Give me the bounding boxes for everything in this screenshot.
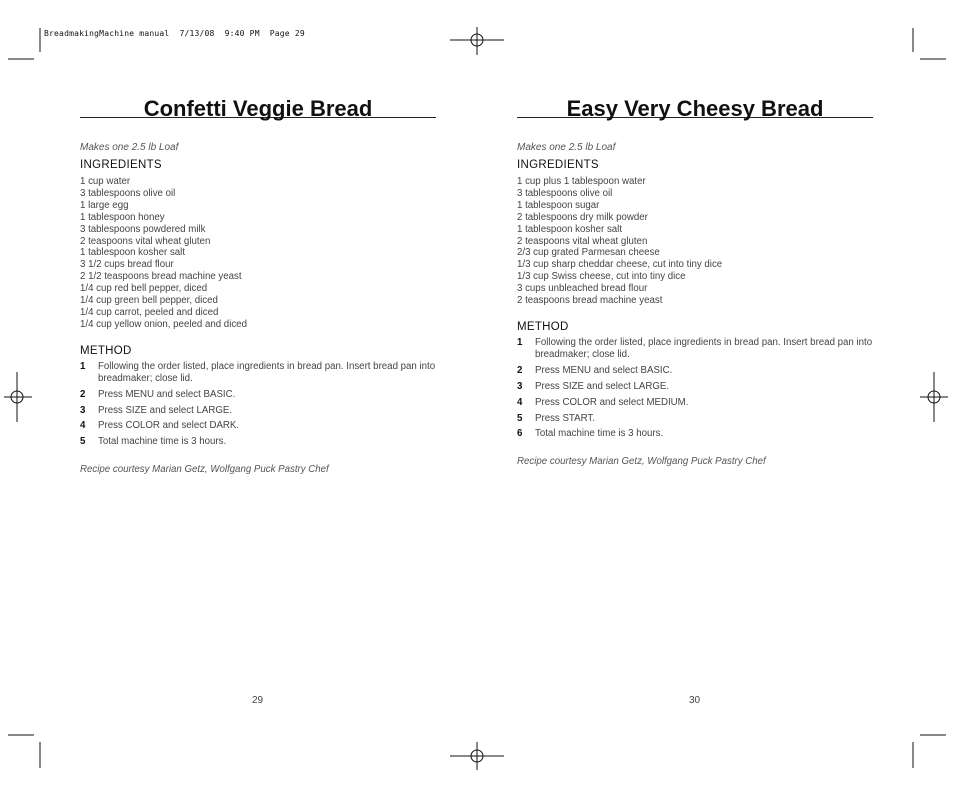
step-text: Press COLOR and select MEDIUM.: [535, 396, 689, 408]
method-step: [80, 389, 436, 401]
step-number: 3: [80, 404, 86, 416]
method-step: [80, 420, 436, 432]
method-step: [517, 365, 873, 377]
ingredient-item: 3 tablespoons olive oil: [517, 187, 613, 199]
method-step: [80, 436, 436, 448]
step-text: Following the order listed, place ingredients in bread pan. Insert bread pan into breadmaker; close lid.: [535, 336, 873, 360]
step-number: 1: [517, 336, 523, 348]
ingredient-item: 1/4 cup red bell pepper, diced: [80, 283, 208, 295]
ingredient-item: 2/3 cup grated Parmesan cheese: [517, 247, 660, 259]
ingredient-item: 2 tablespoons dry milk powder: [517, 211, 648, 223]
step-text: Press SIZE and select LARGE.: [535, 380, 670, 392]
method-step: [80, 361, 436, 385]
step-text: Press MENU and select BASIC.: [98, 388, 236, 400]
step-text: Following the order listed, place ingredients in bread pan. Insert bread pan into breadmaker; close lid.: [98, 360, 436, 384]
yield-note: Makes one 2.5 lb Loaf: [517, 142, 616, 153]
method-step: [517, 428, 873, 440]
step-text: Press COLOR and select DARK.: [98, 420, 240, 432]
ingredient-item: 1 cup water: [80, 176, 131, 187]
ingredient-item: 1/4 cup green bell pepper, diced: [80, 295, 218, 307]
method-heading: METHOD: [80, 344, 132, 357]
ingredient-item: 1/3 cup sharp cheddar cheese, cut into tiny dice: [517, 259, 723, 271]
ingredients-heading: INGREDIENTS: [80, 159, 162, 171]
step-number: 4: [80, 420, 86, 432]
ingredient-item: 1 tablespoon sugar: [517, 199, 600, 211]
recipe-credit: Recipe courtesy Marian Getz, Wolfgang Puck Pastry Chef: [80, 464, 329, 476]
ingredient-item: 1 tablespoon honey: [80, 211, 165, 223]
step-text: Press SIZE and select LARGE.: [98, 404, 233, 416]
ingredient-list: [517, 176, 873, 307]
ingredient-item: 3 1/2 cups bread flour: [80, 259, 174, 271]
step-text: Press START.: [535, 412, 595, 424]
method-steps: [80, 361, 436, 448]
step-number: 2: [517, 364, 523, 376]
ingredient-item: 3 tablespoons olive oil: [80, 187, 176, 199]
ingredients-heading: INGREDIENTS: [517, 159, 599, 171]
step-text: Total machine time is 3 hours.: [535, 428, 664, 440]
step-number: 4: [517, 396, 523, 408]
right-page: [517, 96, 873, 468]
ingredient-item: 1/3 cup Swiss cheese, cut into tiny dice: [517, 271, 686, 283]
ingredient-item: 2 teaspoons bread machine yeast: [517, 295, 663, 307]
ingredient-item: 1/4 cup yellow onion, peeled and diced: [80, 318, 247, 330]
registration-mark-top: [450, 27, 504, 55]
method-steps: [517, 337, 873, 440]
step-text: Total machine time is 3 hours.: [98, 436, 227, 448]
step-number: 3: [517, 380, 523, 392]
ingredient-item: 1 tablespoon kosher salt: [80, 247, 186, 259]
step-number: 1: [80, 360, 86, 372]
printer-slug-line: BreadmakingMachine manual 7/13/08 9:40 PM Page 29: [44, 29, 305, 38]
ingredient-list: [80, 176, 436, 331]
page-number-right: 30: [689, 695, 701, 706]
method-step: [517, 397, 873, 409]
registration-mark-bottom: [450, 742, 504, 770]
method-heading: METHOD: [517, 320, 569, 333]
ingredient-item: 2 teaspoons vital wheat gluten: [517, 235, 648, 247]
registration-mark-right: [920, 372, 948, 422]
recipe-title: Easy Very Cheesy Bread: [517, 96, 873, 118]
yield-note: Makes one 2.5 lb Loaf: [80, 142, 179, 153]
ingredient-item: 2 1/2 teaspoons bread machine yeast: [80, 271, 242, 283]
method-step: [517, 413, 873, 425]
method-step: [517, 381, 873, 393]
step-number: 5: [80, 436, 86, 448]
ingredient-item: 3 cups unbleached bread flour: [517, 283, 648, 295]
step-number: 5: [517, 412, 523, 424]
ingredient-item: 2 teaspoons vital wheat gluten: [80, 235, 211, 247]
ingredient-item: 1 cup plus 1 tablespoon water: [517, 176, 646, 187]
page-number-left: 29: [252, 695, 264, 706]
ingredient-item: 1 tablespoon kosher salt: [517, 223, 623, 235]
ingredient-item: 1/4 cup carrot, peeled and diced: [80, 306, 219, 318]
left-page: [80, 96, 436, 476]
method-step: [517, 337, 873, 361]
step-text: Press MENU and select BASIC.: [535, 364, 673, 376]
step-number: 2: [80, 388, 86, 400]
recipe-credit: Recipe courtesy Marian Getz, Wolfgang Puck Pastry Chef: [517, 456, 766, 468]
ingredient-item: 3 tablespoons powdered milk: [80, 223, 206, 235]
registration-mark-left: [4, 372, 32, 422]
method-step: [80, 405, 436, 417]
ingredient-item: 1 large egg: [80, 199, 129, 211]
recipe-title: Confetti Veggie Bread: [80, 96, 436, 118]
step-number: 6: [517, 428, 523, 440]
